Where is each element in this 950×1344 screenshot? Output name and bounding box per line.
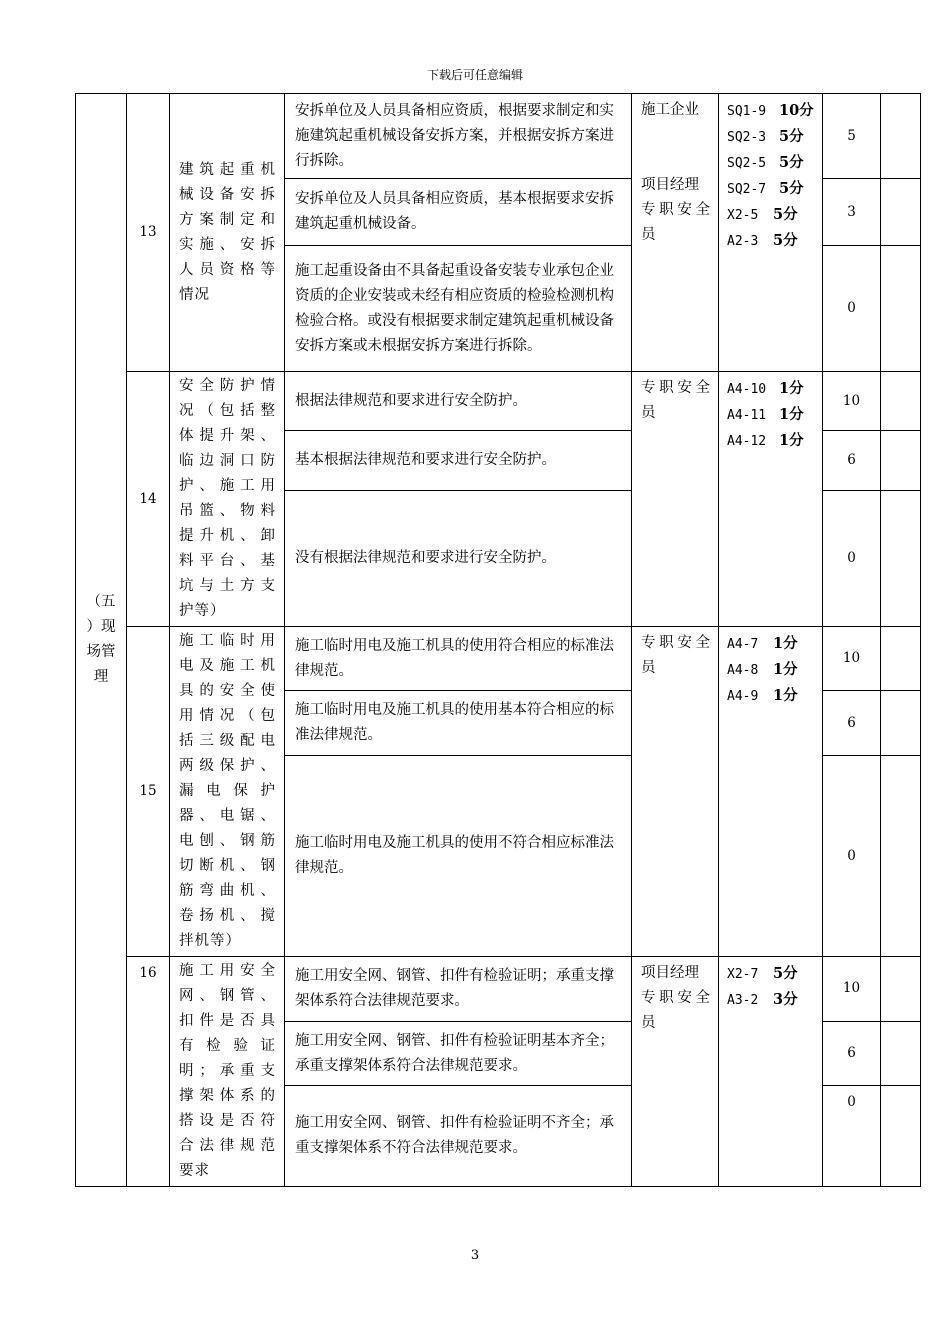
reference-code: X2-7 [727,967,759,982]
reference-line [727,402,818,428]
item-line: 括三级配电 [179,733,276,749]
blank-cell [881,372,921,431]
score-value: 6 [823,431,881,491]
item-line: 搭设是否符 [179,1113,276,1129]
blank-cell [881,431,921,491]
responsible-party [632,627,719,957]
responsible-line: 专职安全 [641,202,710,218]
score-value: 3 [823,179,881,246]
reference-line [727,228,818,254]
reference-line [727,987,818,1013]
score-value: 6 [823,691,881,756]
reference-points: 1分 [773,687,798,704]
reference-line [727,657,818,683]
item-line: 筋弯曲机、 [179,883,276,899]
item-line: 护、施工用 [179,478,276,494]
score-value: 6 [823,1021,881,1086]
reference-code: A4-9 [727,689,759,704]
responsible-line: 员 [641,405,656,421]
reference-code: A3-2 [727,993,759,1008]
score-value: 0 [823,1086,881,1187]
responsible-line: 员 [641,227,656,243]
table-body [76,94,921,1187]
reference-line [727,631,818,657]
responsible-party [632,372,719,627]
reference-code: SQ2-3 [727,130,767,145]
item-line: 要求 [179,1163,210,1179]
responsible-party [632,94,719,372]
standard-text: 安拆单位及人员具备相应资质，根据要求制定和实施建筑起重机械设备安拆方案，并根据安拆方案进行拆除。 [285,94,632,179]
item-line: 实施、安拆 [179,236,276,253]
item-description [170,627,285,957]
item-number: 14 [127,372,170,627]
standard-text: 施工用安全网、钢管、扣件有检验证明不齐全；承重支撑架体系不符合法律规范要求。 [285,1086,632,1187]
item-line: 坑与土方支 [179,578,276,594]
standard-text: 基本根据法律规范和要求进行安全防护。 [285,431,632,491]
reference-codes [719,957,823,1187]
item-line: 明；承重支 [179,1063,276,1079]
reference-code: SQ2-5 [727,156,767,171]
score-value: 5 [823,94,881,179]
item-line: 用情况（包 [179,708,276,724]
section-label-line: （五 [86,594,116,610]
reference-points: 5分 [773,206,798,223]
blank-cell [881,179,921,246]
score-value: 0 [823,756,881,957]
responsible-party [632,957,719,1187]
standard-text: 安拆单位及人员具备相应资质，基本根据要求安拆建筑起重机械设备。 [285,179,632,246]
reference-code: A4-8 [727,663,759,678]
item-line: 建筑起重机 [179,161,276,178]
reference-line [727,176,818,202]
item-line: 拌机等） [179,933,241,949]
table-row [76,94,921,179]
section-label-line: ）现 [86,619,116,635]
reference-points: 5分 [779,154,804,171]
item-line: 提升机、卸 [179,528,276,544]
reference-line [727,376,818,402]
evaluation-table [75,93,921,1187]
score-value: 10 [823,957,881,1022]
section-label-line: 理 [93,669,109,685]
item-line: 卷扬机、搅 [179,908,276,924]
item-line: 安全防护情 [179,378,276,394]
page-number: 3 [470,1248,480,1263]
item-line: 料平台、基 [179,553,276,569]
reference-points: 5分 [779,128,804,145]
standard-text: 施工临时用电及施工机具的使用不符合相应标准法律规范。 [285,756,632,957]
score-value: 10 [823,627,881,691]
score-value: 0 [823,246,881,372]
responsible-line: 项目经理 [641,965,699,981]
reference-code: A4-7 [727,637,759,652]
responsible-line: 专职安全 [641,380,710,396]
item-line: 切断机、钢 [179,858,276,874]
section-cell [76,94,127,1187]
table-row [76,957,921,1022]
blank-cell [881,94,921,179]
item-line: 护等） [179,603,226,619]
standard-text: 施工起重设备由不具备起重设备安装专业承包企业资质的企业安装或未经有相应资质的检验检测机构检验合格。或没有根据要求制定建筑起重机械设备安拆方案或未根据安拆方案进行拆除。 [285,246,632,372]
reference-line [727,202,818,228]
item-line: 漏电保护 [179,783,276,799]
reference-codes [719,94,823,372]
blank-cell [881,1021,921,1086]
item-number: 13 [127,94,170,372]
section-label-line: 场管 [86,644,116,660]
item-line: 具的安全使 [179,683,276,699]
responsible-line: 施工企业 [641,102,699,118]
reference-codes [719,627,823,957]
item-description [170,94,285,372]
reference-points: 1分 [773,635,798,652]
item-line: 电刨、钢筋 [179,833,276,849]
page-header: 下载后可任意编辑 [426,68,523,82]
item-line: 网、钢管、 [179,988,276,1004]
blank-cell [881,957,921,1022]
reference-points: 5分 [779,180,804,197]
item-line: 方案制定和 [179,211,276,228]
reference-points: 3分 [773,991,798,1008]
standard-text: 施工用安全网、钢管、扣件有检验证明；承重支撑架体系符合法律规范要求。 [285,957,632,1022]
reference-points: 1分 [773,661,798,678]
item-line: 施工用安全 [179,963,276,979]
item-line: 施工临时用 [179,633,276,649]
responsible-line: 项目经理 [641,177,699,193]
item-line: 两级保护、 [179,758,276,774]
item-line: 体提升架、 [179,428,276,444]
standard-text: 根据法律规范和要求进行安全防护。 [285,372,632,431]
responsible-line [641,123,710,148]
blank-cell [881,756,921,957]
item-line: 人员资格等 [179,261,276,278]
standard-text: 施工临时用电及施工机具的使用基本符合相应的标准法律规范。 [285,691,632,756]
reference-line [727,98,818,124]
responsible-line: 专职安全 [641,635,710,651]
reference-points: 1分 [779,406,804,423]
reference-code: A4-12 [727,434,767,449]
table-row [76,627,921,691]
item-line: 况（包括整 [179,403,276,419]
item-number: 16 [127,957,170,1187]
reference-code: SQ2-7 [727,182,767,197]
reference-code: A2-3 [727,234,759,249]
reference-code: A4-10 [727,382,767,397]
item-line: 有检验证 [179,1038,276,1054]
reference-line [727,683,818,709]
reference-points: 1分 [779,380,804,397]
standard-text: 没有根据法律规范和要求进行安全防护。 [285,491,632,627]
blank-cell [881,691,921,756]
score-value: 10 [823,372,881,431]
item-line: 撑架体系的 [179,1088,276,1104]
blank-cell [881,1086,921,1187]
blank-cell [881,627,921,691]
item-line: 电及施工机 [179,658,276,674]
item-line: 械设备安拆 [179,186,276,203]
blank-cell [881,246,921,372]
standard-text: 施工临时用电及施工机具的使用符合相应的标准法律规范。 [285,627,632,691]
responsible-line: 专职安全 [641,990,710,1006]
item-number: 15 [127,627,170,957]
reference-points: 10分 [779,102,814,119]
item-line: 吊篮、物料 [179,503,276,519]
reference-line [727,428,818,454]
reference-points: 1分 [779,432,804,449]
reference-line [727,150,818,176]
reference-code: X2-5 [727,208,759,223]
responsible-line [641,148,710,173]
reference-codes [719,372,823,627]
item-line: 合法律规范 [179,1138,276,1154]
item-description [170,372,285,627]
reference-code: A4-11 [727,408,767,423]
responsible-line: 员 [641,1015,656,1031]
item-description [170,957,285,1187]
responsible-line: 员 [641,660,656,676]
score-value: 0 [823,491,881,627]
item-line: 临边洞口防 [179,453,276,469]
table-row [76,372,921,431]
item-line: 情况 [179,286,210,303]
item-line: 扣件是否具 [179,1013,276,1029]
reference-code: SQ1-9 [727,104,767,119]
reference-line [727,961,818,987]
reference-points: 5分 [773,965,798,982]
item-line: 器、电锯、 [179,808,276,824]
reference-line [727,124,818,150]
standard-text: 施工用安全网、钢管、扣件有检验证明基本齐全；承重支撑架体系符合法律规范要求。 [285,1021,632,1086]
reference-points: 5分 [773,232,798,249]
blank-cell [881,491,921,627]
